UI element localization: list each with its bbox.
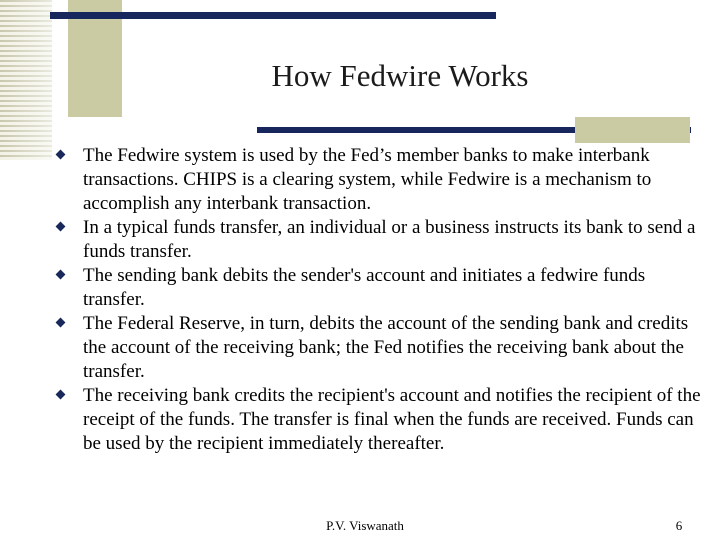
bullet-text: The receiving bank credits the recipient's account and notifies the recipient of the receipt of the funds. The transfer is final when the funds are received. Funds can be used by the recipient immediately thereafter. (83, 385, 701, 454)
slide-title: How Fedwire Works (271, 58, 529, 93)
footer-author: P.V. Viswanath (326, 518, 404, 533)
diamond-bullet-icon (56, 318, 66, 328)
bullet-item (51, 144, 703, 216)
bullet-item (51, 312, 703, 384)
diamond-bullet-icon (56, 270, 66, 280)
diamond-bullet-icon (56, 222, 66, 232)
bullet-text: The Federal Reserve, in turn, debits the account of the sending bank and credits the account of the receiving bank; the Fed notifies the receiving bank about the transfer. (83, 313, 689, 382)
diamond-bullet-icon (56, 390, 66, 400)
bullet-item (51, 216, 703, 264)
bullet-text: In a typical funds transfer, an individual or a business instructs its bank to send a funds transfer. (83, 217, 696, 262)
decorative-olive-block-right (575, 117, 690, 143)
bullet-list (51, 144, 703, 456)
bullet-item (51, 384, 703, 456)
diamond-bullet-icon (56, 150, 66, 160)
bullet-text: The sending bank debits the sender's account and initiates a fedwire funds transfer. (83, 265, 646, 310)
footer-page-number: 6 (675, 518, 683, 533)
decorative-top-bar (50, 12, 496, 19)
bullet-item (51, 264, 703, 312)
bullet-text: The Fedwire system is used by the Fed’s member banks to make interbank transactions. CHIPS is a clearing system, while Fedwire is a mechanism to accomplish any interbank transaction. (83, 145, 652, 214)
decorative-stripe-pattern (0, 0, 52, 160)
